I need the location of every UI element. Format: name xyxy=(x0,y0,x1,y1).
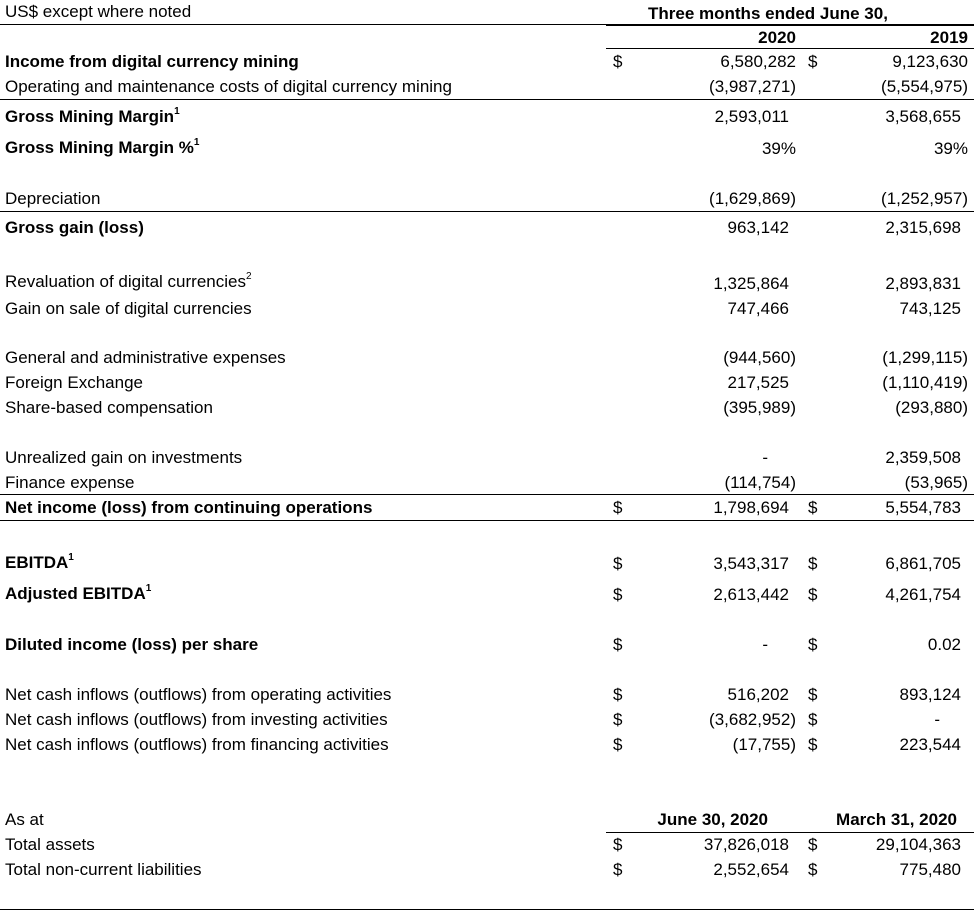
as-at-label: As at xyxy=(5,810,44,829)
currency-symbol: $ xyxy=(613,685,623,704)
value-march-non-current-liabilities: 775,480 xyxy=(899,860,961,879)
currency-symbol: $ xyxy=(808,710,818,729)
value-2019-gmm: 3,568,655 xyxy=(885,107,961,126)
value-2019-gross-gain: 2,315,698 xyxy=(885,218,961,237)
value-2019-adjusted-ebitda: 4,261,754 xyxy=(885,585,961,604)
value-2019-cff: 223,544 xyxy=(899,735,961,754)
value-2020-cfi: (3,682,952) xyxy=(709,710,796,729)
row-label-finance-expense: Finance expense xyxy=(5,473,135,492)
value-2019-income: 9,123,630 xyxy=(892,52,968,71)
col-header-june-2020: June 30, 2020 xyxy=(657,810,768,829)
row-label-total-assets: Total assets xyxy=(5,835,95,854)
row-label-ebitda: EBITDA$^1$ xyxy=(5,552,74,572)
value-2019-net-income: 5,554,783 xyxy=(885,498,961,517)
row-label-income: Income from digital currency mining xyxy=(5,52,299,71)
value-2020-cff: (17,755) xyxy=(732,735,796,754)
row-label-opcost: Operating and maintenance costs of digital currency mining xyxy=(5,77,452,96)
col-header-2019: 2019 xyxy=(930,28,968,47)
value-2020-gmm: 2,593,011 xyxy=(714,107,789,126)
value-2020-gmm-pct: 39% xyxy=(761,139,796,158)
row-label-fx: Foreign Exchange xyxy=(5,373,143,392)
row-label-unrealized-gain: Unrealized gain on investments xyxy=(5,448,243,467)
value-2019-finance-expense: (53,965) xyxy=(904,473,968,492)
currency-symbol: $ xyxy=(613,635,623,654)
value-2020-cfo: 516,202 xyxy=(727,685,789,704)
value-2019-sbc: (293,880) xyxy=(895,398,968,417)
units-note: US$ except where noted xyxy=(5,2,192,21)
rule-after-depreciation xyxy=(0,211,974,212)
value-2020-sbc: (395,989) xyxy=(723,398,796,417)
value-2020-adjusted-ebitda: 2,613,442 xyxy=(713,585,789,604)
value-2020-fx: 217,525 xyxy=(727,373,789,392)
row-label-cfi: Net cash inflows (outflows) from investing activities xyxy=(5,710,388,729)
value-2020-net-income: 1,798,694 xyxy=(713,498,789,517)
rule-after-opcost xyxy=(0,99,974,100)
currency-symbol: $ xyxy=(613,835,623,854)
row-label-gmm-pct: Gross Mining Margin %$^1$ xyxy=(5,137,200,157)
value-2020-finance-expense: (114,754) xyxy=(724,473,796,492)
value-2020-income: 6,580,282 xyxy=(720,52,796,71)
currency-symbol: $ xyxy=(613,710,623,729)
value-2020-gain-on-sale: 747,466 xyxy=(727,299,789,318)
row-label-gmm: Gross Mining Margin$^1$ xyxy=(5,106,180,126)
value-2019-diluted-eps: 0.02 xyxy=(927,635,961,654)
value-june-non-current-liabilities: 2,552,654 xyxy=(713,860,789,879)
currency-symbol: $ xyxy=(808,835,818,854)
bottom-rule xyxy=(0,909,974,910)
currency-symbol: $ xyxy=(808,52,818,71)
currency-symbol: $ xyxy=(613,52,623,71)
currency-symbol: $ xyxy=(808,735,818,754)
row-label-diluted-eps: Diluted income (loss) per share xyxy=(5,635,259,654)
row-label-ga: General and administrative expenses xyxy=(5,348,286,367)
currency-symbol: $ xyxy=(613,735,623,754)
currency-symbol: $ xyxy=(808,554,818,573)
currency-symbol: $ xyxy=(613,498,623,517)
value-2019-ebitda: 6,861,705 xyxy=(885,554,961,573)
value-2019-gain-on-sale: 743,125 xyxy=(899,299,961,318)
row-label-cff: Net cash inflows (outflows) from financing activities xyxy=(5,735,389,754)
value-2019-revaluation: 2,893,831 xyxy=(885,274,961,293)
row-label-depreciation: Depreciation xyxy=(5,189,101,208)
currency-symbol: $ xyxy=(613,585,623,604)
period-underline xyxy=(606,25,974,26)
col-header-underline xyxy=(606,48,974,49)
value-2020-opcost: (3,987,271) xyxy=(709,77,796,96)
currency-symbol: $ xyxy=(808,635,818,654)
period-title: Three months ended June 30, xyxy=(648,4,888,23)
rule-after-net-income xyxy=(0,520,974,521)
balance-header-underline xyxy=(606,832,974,833)
value-2020-unrealized-gain: - xyxy=(762,448,768,467)
value-2020-ga: (944,560) xyxy=(723,348,796,367)
value-march-total-assets: 29,104,363 xyxy=(875,835,961,854)
col-header-2020: 2020 xyxy=(758,28,796,47)
value-2020-revaluation: 1,325,864 xyxy=(713,274,789,293)
value-2019-gmm-pct: 39% xyxy=(933,139,968,158)
col-header-march-2020: March 31, 2020 xyxy=(836,810,957,829)
row-label-gross-gain: Gross gain (loss) xyxy=(5,218,144,237)
row-label-revaluation: Revaluation of digital currencies$^2$ xyxy=(5,271,252,291)
row-label-adjusted-ebitda: Adjusted EBITDA$^1$ xyxy=(5,583,152,603)
value-june-total-assets: 37,826,018 xyxy=(703,835,789,854)
value-2020-ebitda: 3,543,317 xyxy=(713,554,789,573)
value-2020-depreciation: (1,629,869) xyxy=(709,189,796,208)
value-2019-cfo: 893,124 xyxy=(899,685,961,704)
value-2019-opcost: (5,554,975) xyxy=(881,77,968,96)
currency-symbol: $ xyxy=(613,860,623,879)
value-2019-cfi: - xyxy=(934,710,940,729)
value-2020-diluted-eps: - xyxy=(762,635,768,654)
row-label-non-current-liabilities: Total non-current liabilities xyxy=(5,860,202,879)
value-2019-unrealized-gain: 2,359,508 xyxy=(885,448,961,467)
row-label-gain-on-sale: Gain on sale of digital currencies xyxy=(5,299,252,318)
value-2019-depreciation: (1,252,957) xyxy=(881,189,968,208)
rule-after-finance-expense xyxy=(0,494,974,495)
value-2019-fx: (1,110,419) xyxy=(882,373,968,392)
currency-symbol: $ xyxy=(808,498,818,517)
value-2020-gross-gain: 963,142 xyxy=(727,218,789,237)
row-label-sbc: Share-based compensation xyxy=(5,398,213,417)
row-label-net-income: Net income (loss) from continuing operations xyxy=(5,498,373,517)
currency-symbol: $ xyxy=(613,554,623,573)
currency-symbol: $ xyxy=(808,685,818,704)
currency-symbol: $ xyxy=(808,860,818,879)
currency-symbol: $ xyxy=(808,585,818,604)
value-2019-ga: (1,299,115) xyxy=(882,348,968,367)
row-label-cfo: Net cash inflows (outflows) from operating activities xyxy=(5,685,392,704)
